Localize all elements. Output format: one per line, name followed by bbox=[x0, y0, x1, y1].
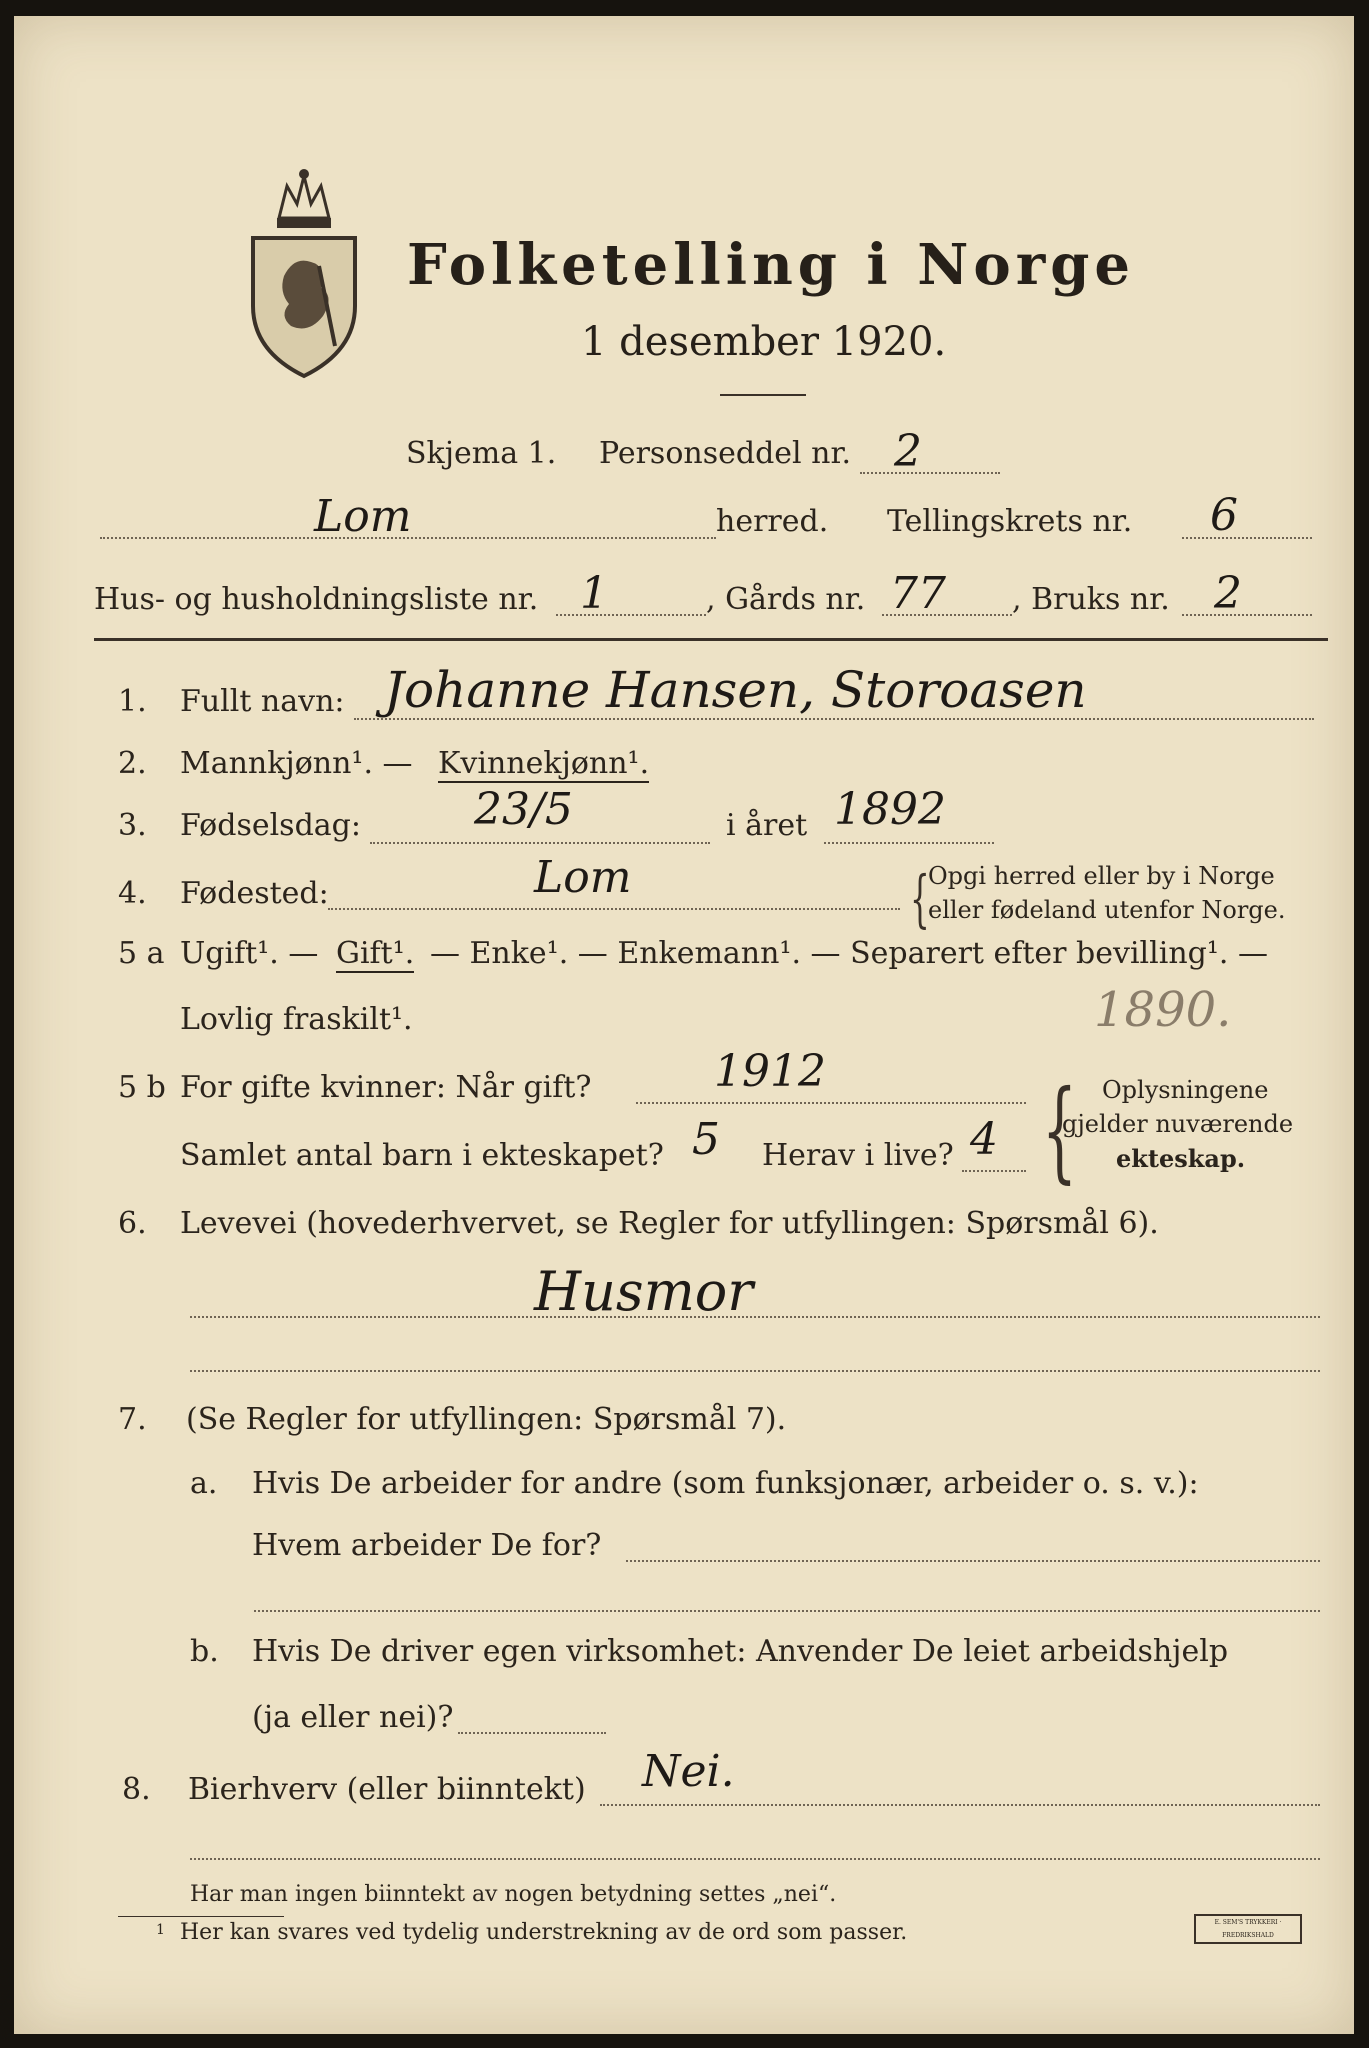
q1-label: Fullt navn: bbox=[180, 684, 345, 719]
q6-line2 bbox=[190, 1370, 1320, 1372]
q5b-children-label: Samlet antal barn i ekteskapet? bbox=[180, 1138, 664, 1173]
footer-note: Har man ingen biinntekt av nogen betydning settes „nei“. bbox=[190, 1882, 837, 1907]
q5b-alive-line bbox=[962, 1170, 1026, 1172]
q5a-other-options: — Enke¹. — Enkemann¹. — Separert efter bevilling¹. — bbox=[430, 936, 1268, 971]
personseddel-value: 2 bbox=[894, 426, 922, 477]
printer-stamp: E. SEM'S TRYKKERI · FREDRIKSHALD bbox=[1194, 1914, 1302, 1944]
q4-line bbox=[328, 908, 900, 910]
q6-occupation: Husmor bbox=[534, 1260, 754, 1323]
q5b-married-year: 1912 bbox=[714, 1046, 826, 1097]
q7-number: 7. bbox=[118, 1402, 147, 1437]
q1-full-name: Johanne Hansen, Storoasen bbox=[384, 661, 1087, 719]
q4-note-line1: Opgi herred eller by i Norge bbox=[928, 862, 1275, 890]
q5a-number: 5 a bbox=[118, 936, 165, 971]
q3-birthday: 23/5 bbox=[474, 784, 573, 835]
q3-number: 3. bbox=[118, 808, 147, 843]
q1-number: 1. bbox=[118, 684, 147, 719]
q7b-question: (ja eller nei)? bbox=[252, 1700, 454, 1735]
q3-year-label: i året bbox=[726, 808, 808, 843]
q4-label: Fødested: bbox=[180, 876, 329, 911]
herred-label: herred. bbox=[716, 504, 829, 539]
q5b-note-line2: gjelder nuværende bbox=[1062, 1110, 1294, 1138]
census-form-page bbox=[14, 16, 1354, 2034]
q7-label: (Se Regler for utfyllingen: Spørsmål 7). bbox=[186, 1402, 787, 1437]
q5b-alive-label: Herav i live? bbox=[762, 1138, 954, 1173]
q3-birth-year: 1892 bbox=[834, 784, 946, 835]
q5b-alive-value: 4 bbox=[970, 1114, 998, 1165]
q4-number: 4. bbox=[118, 876, 147, 911]
q5a-margin-note: 1890. bbox=[1094, 982, 1232, 1038]
gards-value: 77 bbox=[890, 568, 946, 619]
q2-male-option: Mannkjønn¹. — bbox=[180, 746, 413, 781]
q8-value: Nei. bbox=[642, 1746, 735, 1797]
header-separator bbox=[94, 638, 1328, 641]
q8-label: Bierhverv (eller biinntekt) bbox=[188, 1772, 586, 1807]
form-title: Folketelling i Norge bbox=[407, 232, 1136, 298]
q4-birthplace: Lom bbox=[534, 852, 632, 903]
q7b-number: b. bbox=[190, 1634, 219, 1669]
q3-year-line bbox=[824, 842, 994, 844]
q5a-gift-option: Gift¹. bbox=[336, 936, 415, 971]
q5b-number: 5 b bbox=[118, 1070, 166, 1105]
herred-value: Lom bbox=[314, 491, 412, 542]
q7a-label: Hvis De arbeider for andre (som funksjonær, arbeider o. s. v.): bbox=[252, 1466, 1199, 1501]
norwegian-coat-of-arms-icon bbox=[239, 166, 369, 381]
q7a-line2 bbox=[254, 1610, 1320, 1612]
footnote-text: Her kan svares ved tydelig understrekning av de ord som passer. bbox=[180, 1920, 908, 1945]
q5b-note-line1: Oplysningene bbox=[1102, 1076, 1269, 1104]
q3-label: Fødselsdag: bbox=[180, 808, 361, 843]
q5b-label: For gifte kvinner: Når gift? bbox=[180, 1070, 592, 1105]
footnote-divider bbox=[118, 1916, 284, 1917]
gards-label: , Gårds nr. bbox=[706, 582, 866, 617]
hus-line bbox=[556, 614, 706, 616]
tellingskrets-value: 6 bbox=[1210, 490, 1238, 541]
q5a-fraskilt-option: Lovlig fraskilt¹. bbox=[180, 1002, 413, 1037]
q7b-line bbox=[458, 1732, 606, 1734]
q5b-note-brace: { bbox=[1042, 1066, 1077, 1194]
q6-label: Levevei (hovederhvervet, se Regler for utfyllingen: Spørsmål 6). bbox=[180, 1206, 1159, 1241]
q7a-question: Hvem arbeider De for? bbox=[252, 1528, 602, 1563]
census-date: 1 desember 1920. bbox=[581, 319, 947, 365]
bruks-value: 2 bbox=[1214, 568, 1242, 619]
q6-number: 6. bbox=[118, 1206, 147, 1241]
q3-line bbox=[370, 842, 710, 844]
schema-label: Skjema 1. bbox=[406, 436, 557, 471]
bruks-label: , Bruks nr. bbox=[1012, 582, 1170, 617]
q8-line1 bbox=[600, 1804, 1320, 1806]
q2-female-option: Kvinnekjønn¹. bbox=[438, 746, 650, 781]
footnote-marker: 1 bbox=[156, 1922, 165, 1938]
tellingskrets-label: Tellingskrets nr. bbox=[887, 504, 1133, 539]
q5b-married-line bbox=[636, 1102, 1026, 1104]
q4-note-brace: { bbox=[910, 862, 930, 935]
q8-line2 bbox=[190, 1858, 1320, 1860]
q5b-note-line3: ekteskap. bbox=[1116, 1144, 1246, 1173]
q7b-label: Hvis De driver egen virksomhet: Anvender De leiet arbeidshjelp bbox=[252, 1634, 1229, 1669]
hus-label: Hus- og husholdningsliste nr. bbox=[94, 582, 539, 617]
tellingskrets-line bbox=[1182, 537, 1312, 539]
q5a-ugift-option: Ugift¹. — bbox=[180, 936, 319, 971]
personseddel-line bbox=[860, 472, 1000, 474]
bruks-line bbox=[1182, 614, 1312, 616]
q7a-line1 bbox=[626, 1560, 1320, 1562]
q6-line1 bbox=[190, 1316, 1320, 1318]
q5b-children-value: 5 bbox=[692, 1114, 720, 1165]
q2-number: 2. bbox=[118, 746, 147, 781]
q8-number: 8. bbox=[122, 1772, 151, 1807]
personseddel-label: Personseddel nr. bbox=[599, 436, 852, 471]
q4-note-line2: eller fødeland utenfor Norge. bbox=[928, 896, 1286, 924]
hus-value: 1 bbox=[580, 568, 608, 619]
q7a-number: a. bbox=[190, 1466, 218, 1501]
title-divider bbox=[720, 394, 806, 396]
